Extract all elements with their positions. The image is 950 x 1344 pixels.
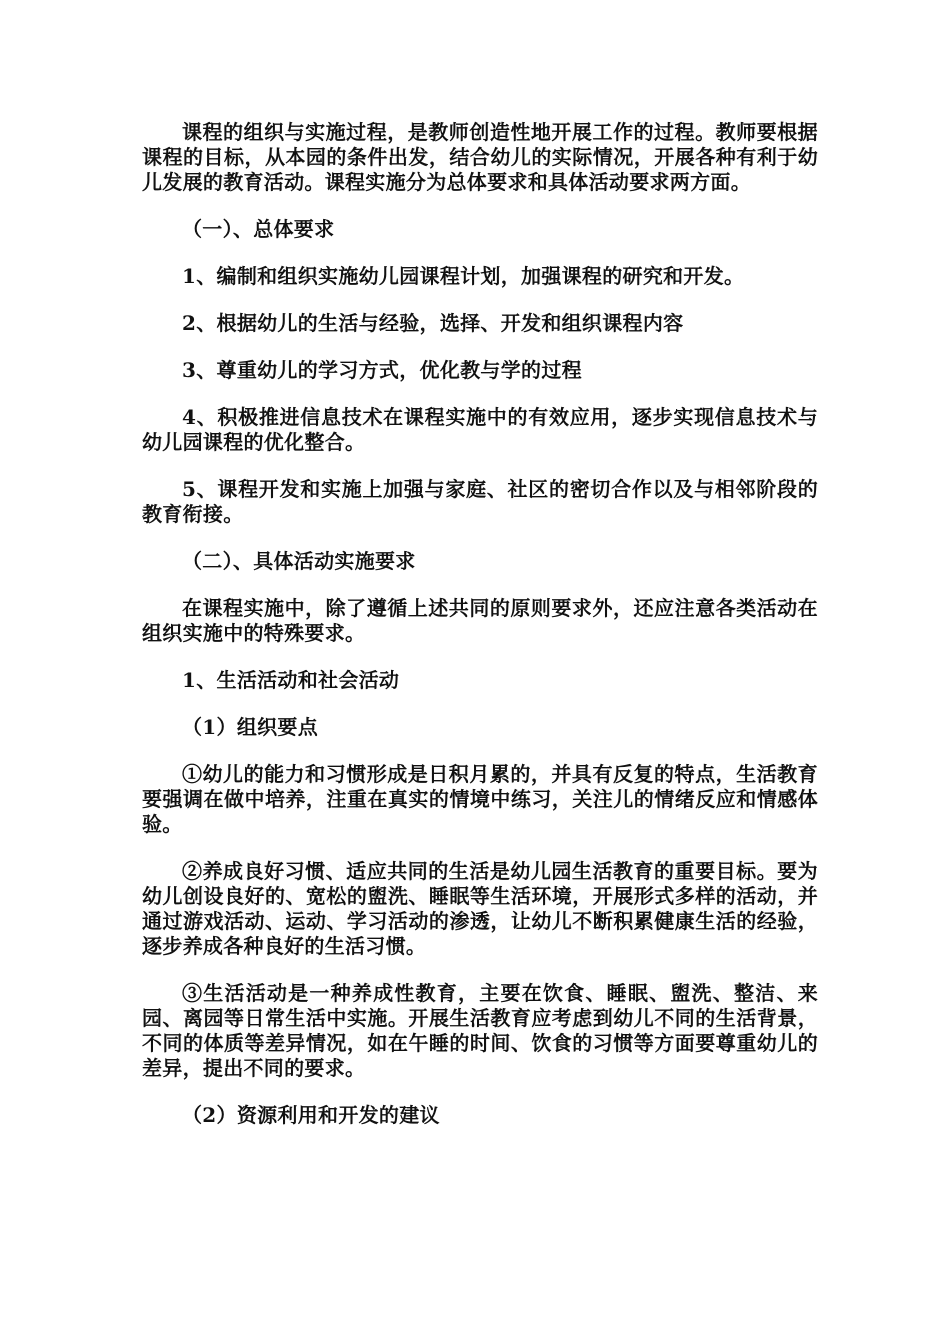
- list-item-4: 4、积极推进信息技术在课程实施中的有效应用，逐步实现信息技术与幼儿园课程的优化整合。: [142, 405, 818, 454]
- section-heading-general: （一）、总体要求: [182, 217, 335, 241]
- paragraph-intro: 课程的组织与实施过程，是教师创造性地开展工作的过程。教师要根据课程的目标，从本园的条件出发，结合幼儿的实际情况，开展各种有利于幼儿发展的教育活动。课程实施分为总体要求和具体活动要求两方面。: [142, 120, 818, 194]
- list-item-3: 3、尊重幼儿的学习方式，优化教与学的过程: [182, 358, 582, 382]
- subsection-heading-key-points: （1）组织要点: [182, 715, 319, 739]
- section-heading-specific: （二）、具体活动实施要求: [182, 549, 416, 573]
- list-item-5: 5、课程开发和实施上加强与家庭、社区的密切合作以及与相邻阶段的教育衔接。: [142, 477, 818, 526]
- paragraph-specific-intro: 在课程实施中，除了遵循上述共同的原则要求外，还应注意各类活动在组织实施中的特殊要求。: [142, 596, 818, 645]
- point-1: ①幼儿的能力和习惯形成是日积月累的，并具有反复的特点，生活教育要强调在做中培养，注重在真实的情境中练习，关注儿的情绪反应和情感体验。: [142, 762, 818, 836]
- point-2: ②养成良好习惯、适应共同的生活是幼儿园生活教育的重要目标。要为幼儿创设良好的、宽松的盥洗、睡眠等生活环境，开展形式多样的活动，并通过游戏活动、运动、学习活动的渗透，让幼儿不断积累健康生活的经验，逐步养成各种良好的生活习惯。: [142, 859, 818, 958]
- subsection-heading-life-activities: 1、生活活动和社会活动: [182, 668, 400, 692]
- list-item-2: 2、根据幼儿的生活与经验，选择、开发和组织课程内容: [182, 311, 684, 335]
- list-item-1: 1、编制和组织实施幼儿园课程计划，加强课程的研究和开发。: [182, 264, 745, 288]
- point-3: ③生活活动是一种养成性教育，主要在饮食、睡眠、盥洗、整洁、来园、离园等日常生活中实施。开展生活教育应考虑到幼儿不同的生活背景，不同的体质等差异情况，如在午睡的时间、饮食的习惯等方面要尊重幼儿的差异，提出不同的要求。: [142, 981, 818, 1080]
- document-body: [142, 120, 818, 1150]
- subsection-heading-resources: （2）资源利用和开发的建议: [182, 1103, 440, 1127]
